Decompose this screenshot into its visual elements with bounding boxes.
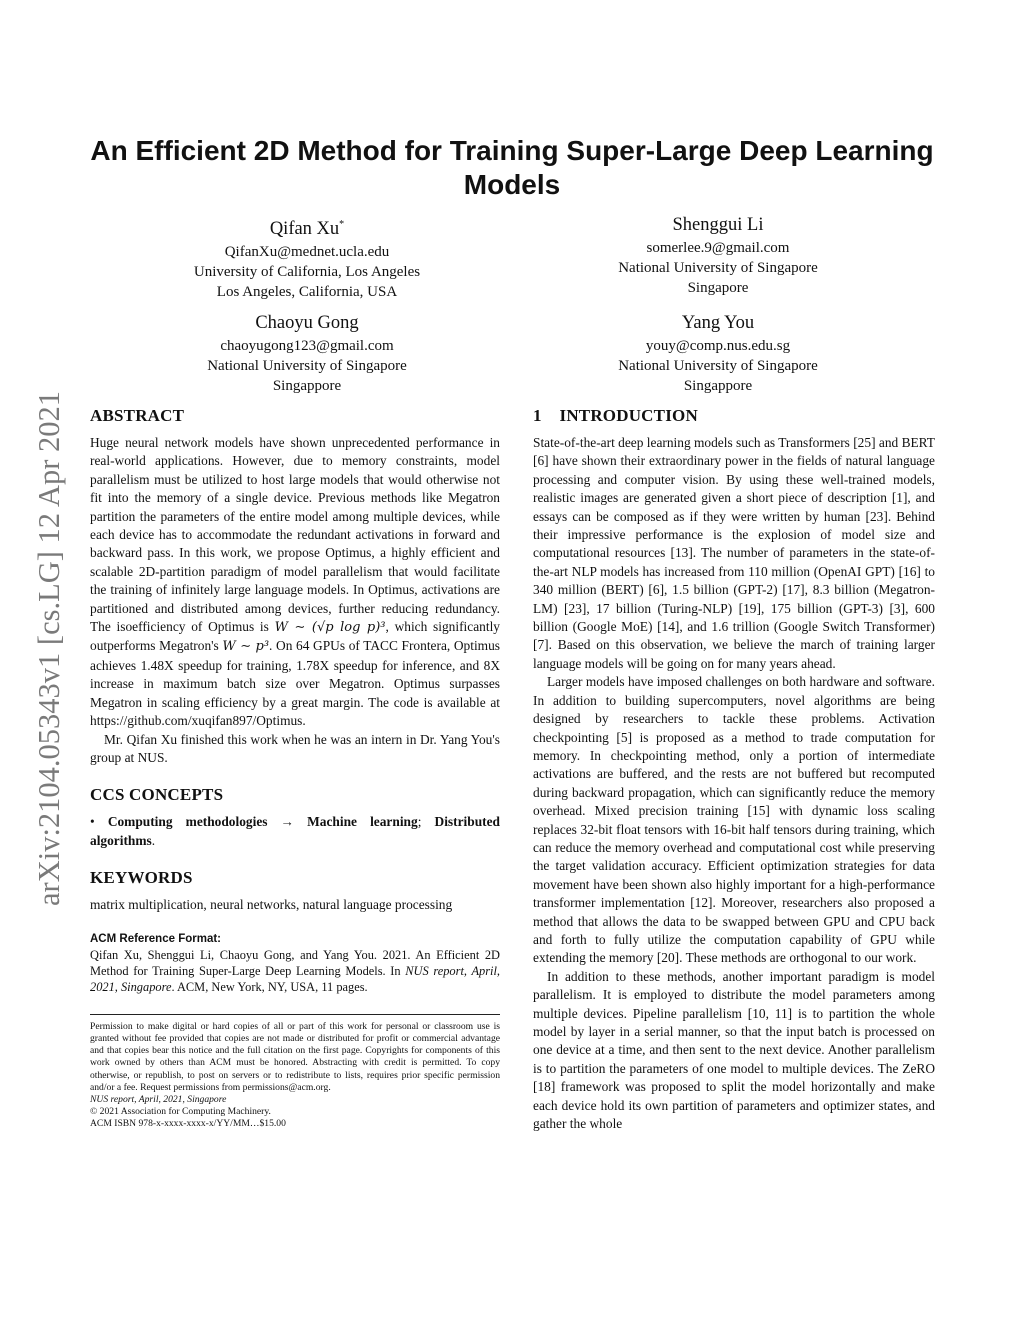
author-affiliation: National University of Singapore [618,260,818,276]
author-location: Singappore [272,378,342,394]
ccs-end: . [151,832,156,848]
author-email: QifanXu@mednet.ucla.edu [224,244,390,261]
copyright-line: © 2021 Association for Computing Machinery. [90,1106,271,1118]
introduction-section [533,406,935,1133]
ccs-concept: Computing methodologies [107,814,268,830]
ccs-separator: ; [417,814,435,830]
author-affiliation: National University of Singapore [207,358,407,374]
author-email: somerlee.9@gmail.com [646,240,790,256]
ccs-heading: CCS CONCEPTS [90,785,224,805]
abstract-heading: ABSTRACT [90,406,185,425]
abstract-note: Mr. Qifan Xu finished this work when he was an intern in Dr. Yang You's group at NUS. [90,731,500,765]
keywords-heading: KEYWORDS [90,868,193,888]
paper-title: An Efficient 2D Method for Training Super-Large Deep Learning Models [90,135,934,200]
acm-reference-heading: ACM Reference Format: [90,932,221,945]
right-column [533,406,935,1133]
author-name: Chaoyu Gong [255,313,359,333]
keywords-text: matrix multiplication, neural networks, natural language processing [90,897,453,913]
introduction-paragraph-3: In addition to these methods, another important paradigm is model parallelism. It is employed to distribute the model parameters among multiple devices. Pipeline parallelism [10, 11] is to partition the whole model by layer in a serial manner, so that the input batch is processed on one device at a time, and then sent to the next device. Another parallelism is to partition the parameters of one model to multiple devices. The ZeRO [18] framework was proposed to split the model horizontally and make each device hold its own partition of parameters and optimizer states, and gather the whole [533,968,935,1132]
permission-text: Permission to make digital or hard copies of all or part of this work for personal or classroom use is granted without fee provided that copies are not made or distributed for profit or commercial advantage and that copies bear this notice and the full citation on the first page. Copyrights for components of this work owned by others than ACM must be honored. Abstracting with credit is permitted. To copy otherwise, or republish, to post on servers or to redistribute to lists, requires prior specific permission and/or a fee. Request permissions from permissions@acm.org. [90,1020,500,1093]
ccs-concept: Machine learning [307,814,418,830]
ccs-concept: Distributed algorithms [90,814,501,848]
permission-venue: NUS report, April, 2021, Singapore [90,1093,227,1105]
abstract-text: , which significantly outperforms Megatron's [90,619,500,654]
isoefficiency-optimus: W ∼ (√p log p)³ [274,620,386,636]
acm-reference-section [90,933,500,996]
abstract-text: Huge neural network models have shown unprecedented performance in real-world applications. However, due to memory constraints, model parallelism must be utilized to host large models that would otherwise not fit into the memory of a single device. Previous methods like Megatron partition the parameters of the entire model among multiple devices, while each device has to accommodate the redundant activations in forward and backward pass. In this work, we propose Optimus, a highly efficient and scalable 2D-partition paradigm of model parallelism that would facilitate the training of infinitely large language models. In Optimus, activations are partitioned and distributed among devices, further reducing redundancy. The isoefficiency of Optimus is [90,435,500,635]
ccs-arrow: → [267,814,308,830]
abstract-section [90,406,500,767]
author-block-2 [548,212,888,298]
abstract-paragraph [90,434,500,731]
isoefficiency-megatron: W ∼ p³ [222,639,270,655]
acm-reference-venue: NUS report, April, 2021, Singapore [90,963,501,995]
acm-reference-part: . ACM, New York, NY, USA, 11 pages. [171,980,368,995]
acm-reference-text [90,947,500,996]
ccs-text [90,813,500,850]
author-location: Singapore [687,280,749,296]
isbn-line: ACM ISBN 978-x-xxxx-xxxx-x/YY/MM…$15.00 [90,1118,286,1130]
author-block-4 [548,310,888,396]
author-name: Yang You [681,313,755,333]
arxiv-identifier: arXiv:2104.05343v1 [cs.LG] 12 Apr 2021 [32,390,66,906]
author-block-3 [137,310,477,396]
introduction-heading: 1 INTRODUCTION [533,406,698,425]
author-affiliation: National University of Singapore [618,358,818,374]
introduction-paragraph-1: State-of-the-art deep learning models such as Transformers [25] and BERT [6] have shown their extraordinary power in the fields of natural language processing and computer vision. By using these well-trained models, realistic images are generated given a short piece of description [1], and essays can be composed as if they were written by human [23]. Behind their impressive performance is the explosion of model size and computational resources [13]. The number of parameters in the state-of-the-art NLP models has increased from 110 million (OpenAI GPT) [16] to 340 million (BERT) [6], 1.5 billion (GPT-2) [17], 8.3 billion (Megatron-LM) [23], 17 billion (Turing-NLP) [19], 175 billion (GPT-3) [3], 600 billion (Google MoE) [14], and 1.6 trillion (Google Switch Transformer) [7]. Based on this observation, we believe the march of training larger language models will be going on for many years ahead. [533,435,935,671]
ccs-concepts-section [90,785,500,850]
author-footnote-mark: * [339,219,345,230]
author-location: Los Angeles, California, USA [216,284,398,301]
introduction-paragraph-2: Larger models have imposed challenges on both hardware and software. In addition to building supercomputers, novel algorithms are being designed by researchers to tackle these problems. Activation checkpointing [5] is proposed as a method to trade computation for memory. In checkpointing method, only a portion of intermediate activations are buffered, and the rests are not buffered but recomputed during backward propagation, which can significantly reduce the memory overhead. Mixed precision training [15] with dynamic loss scaling replaces 32-bit float tensors with 16-bit half tensors during training, which can reduce the memory overhead and computational cost while preserving the target validation accuracy. Efficient optimization strategies for data movement have been shown also highly important for a high-performance transformer implementation [12]. Moreover, researchers also proposed a method that allows the data to be swapped between GPU and CPU back and forth to fully utilize the computation capability of GPU while extending the memory [20]. These methods are orthogonal to our work. [533,674,935,966]
author-block-1 [137,212,477,302]
abstract-text: . On 64 GPUs of TACC Frontera, Optimus achieves 1.48X speedup for training, 1.78X speedup for inference, and 8X increase in maximum batch size over Megatron. Optimus surpasses Megatron in scaling efficiency by a great margin. The code is available at https://github.com/xuqifan897/Optimus. [90,638,500,729]
author-email: chaoyugong123@gmail.com [220,338,394,354]
author-email: youy@comp.nus.edu.sg [645,338,791,354]
left-column [90,406,500,1131]
permission-notice [90,1021,500,1131]
footnote-divider [90,1014,500,1015]
acm-reference-part: Qifan Xu, Shenggui Li, Chaoyu Gong, and Yang You. 2021. An Efficient 2D Method for Training Super-Large Deep Learning Models. In [90,947,500,978]
keywords-section [90,868,500,914]
author-name: Qifan Xu [269,219,340,240]
ccs-bullet: • [90,814,108,830]
author-location: Singappore [683,378,753,394]
author-name: Shenggui Li [672,215,764,235]
author-affiliation: University of California, Los Angeles [193,264,421,281]
